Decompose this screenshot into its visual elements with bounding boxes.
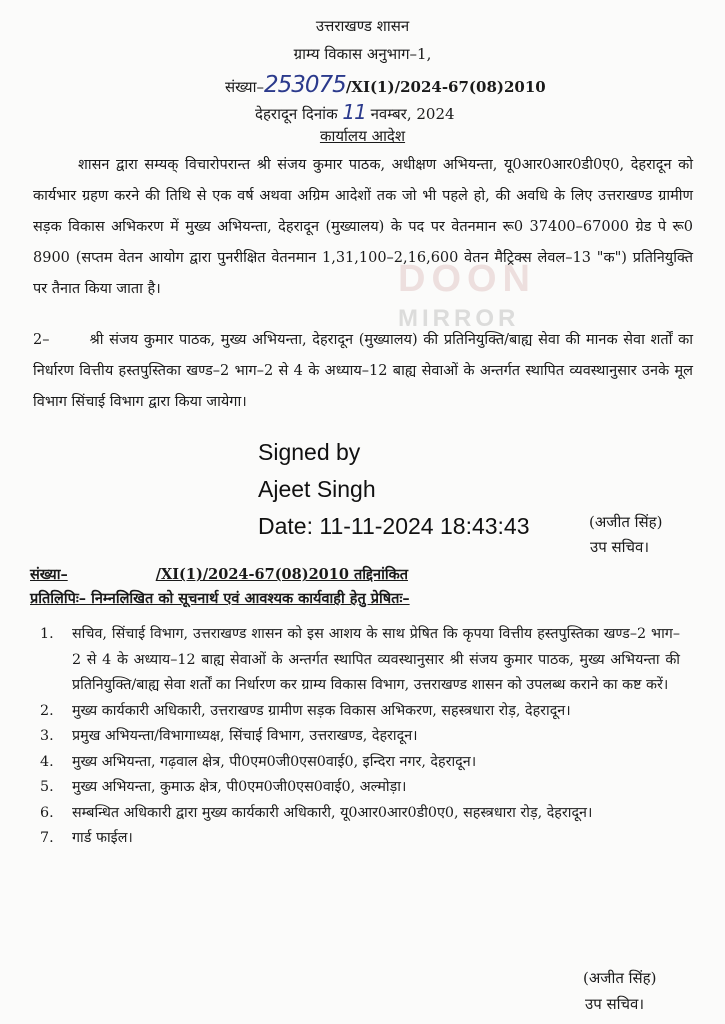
watermark-doon: DOON: [398, 258, 536, 300]
list-item: 3. प्रमुख अभियन्ता/विभागाध्यक्ष, सिंचाई विभाग, उत्तराखण्ड, देहरादून।: [40, 728, 418, 744]
digital-signature: [258, 434, 530, 545]
reference-code: /XI(1)/2024-67(08)2010: [345, 78, 546, 96]
bottom-signatory-name: (अजीत सिंह): [583, 969, 657, 987]
copy-reference: संख्या– /XI(1)/2024-67(08)2010 तद्दिनांकित: [30, 566, 408, 583]
government-name: उत्तराखण्ड शासन: [315, 17, 410, 35]
signatory-designation: उप सचिव।: [590, 538, 650, 556]
signer-name: Ajeet Singh: [258, 476, 376, 502]
handwritten-day: 11: [342, 100, 366, 124]
copy-to-line: प्रतिलिपिः– निम्नलिखित को सूचनार्थ एवं आवश्यक कार्यवाही हेतु प्रेषितः–: [30, 590, 410, 607]
handwritten-number: 253075: [264, 72, 346, 98]
list-item: 1. सचिव, सिंचाई विभाग, उत्तराखण्ड शासन को इस आशय के साथ प्रेषित कि कृपया वित्तीय हस्तपुस्तिका खण्ड–2 भाग–2 से 4 के अध्याय–12 बाह्य सेवाओं के अन्तर्गत स्थापित व्यवस्थानुसार श्री संजय कुमार पाठक, मुख्य अभियन्ता की प्रतिनियुक्ति/बाह्य सेवा शर्तों का निर्धारण कर ग्राम्य विकास विभाग, उत्तराखण्ड शासन को उपलब्ध कराने का कष्ट करें।: [40, 626, 680, 693]
signatory-name: (अजीत सिंह): [589, 513, 663, 531]
signed-by-label: Signed by: [258, 439, 361, 465]
list-item: 4. मुख्य अभियन्ता, गढ़वाल क्षेत्र, पी0एम0जी0एस0वाई0, इन्दिरा नगर, देहरादून।: [40, 753, 477, 770]
watermark-mirror: MIRROR: [398, 305, 520, 332]
list-item: 7. गार्ड फाईल।: [40, 830, 133, 846]
reference-number: [225, 72, 546, 98]
paragraph-2-number: 2–: [33, 332, 50, 348]
department-section: ग्राम्य विकास अनुभाग–1,: [293, 45, 432, 63]
signature-date: Date: 11-11-2024 18:43:43: [258, 513, 530, 539]
list-item: 6. सम्बन्धित अधिकारी द्वारा मुख्य कार्यकारी अधिकारी, यू0आर0आर0डी0ए0, सहस्त्रधारा रोड़, देहरादून।: [40, 804, 593, 821]
reference-label: संख्या–: [225, 78, 265, 96]
paragraph-1: शासन द्वारा सम्यक् विचारोपरान्त श्री संजय कुमार पाठक, अधीक्षण अभियन्ता, यू0आर0आर0डी0ए0, देहरादून को कार्यभार ग्रहण करने की तिथि से एक वर्ष अथवा अग्रिम आदेशों तक जो भी पहले हो, की अवधि के लिए उत्तराखण्ड ग्रामीण सड़क विकास अभिकरण में मुख्य अभियन्ता, देहरादून (मुख्यालय) के पद पर वेतनमान रू0 37400–67000 ग्रेड पे रू0 8900 (सप्तम वेतन आयोग द्वारा पुनरीक्षित वेतनमान 1,31,100–2,16,600 वेतन मैट्रिक्स लेवल–13 "क") प्रतिनियुक्ति पर तैनात किया जाता है।: [33, 157, 693, 297]
paragraph-2: 2– श्री संजय कुमार पाठक, मुख्य अभियन्ता, देहरादून (मुख्यालय) की प्रतिनियुक्ति/बाह्य सेवा की मानक सेवा शर्तों का निर्धारण वित्तीय हस्तपुस्तिका खण्ड–2 भाग–2 से 4 के अध्याय–12 बाह्य सेवाओं के अन्तर्गत स्थापित व्यवस्थानुसार उनके मूल विभाग सिंचाई विभाग द्वारा किया जायेगा।: [33, 332, 693, 410]
issue-date: देहरादून दिनांक 11 नवम्बर, 2024: [255, 100, 455, 124]
list-item: 5. मुख्य अभियन्ता, कुमाऊ क्षेत्र, पी0एम0जी0एस0वाई0, अल्मोड़ा।: [40, 779, 407, 795]
order-title: कार्यालय आदेश: [319, 127, 406, 145]
list-item: 2. मुख्य कार्यकारी अधिकारी, उत्तराखण्ड ग्रामीण सड़क विकास अभिकरण, सहस्त्रधारा रोड़, देहरादून।: [40, 702, 571, 719]
distribution-list: [40, 622, 680, 852]
bottom-signatory-designation: उप सचिव।: [585, 995, 645, 1013]
